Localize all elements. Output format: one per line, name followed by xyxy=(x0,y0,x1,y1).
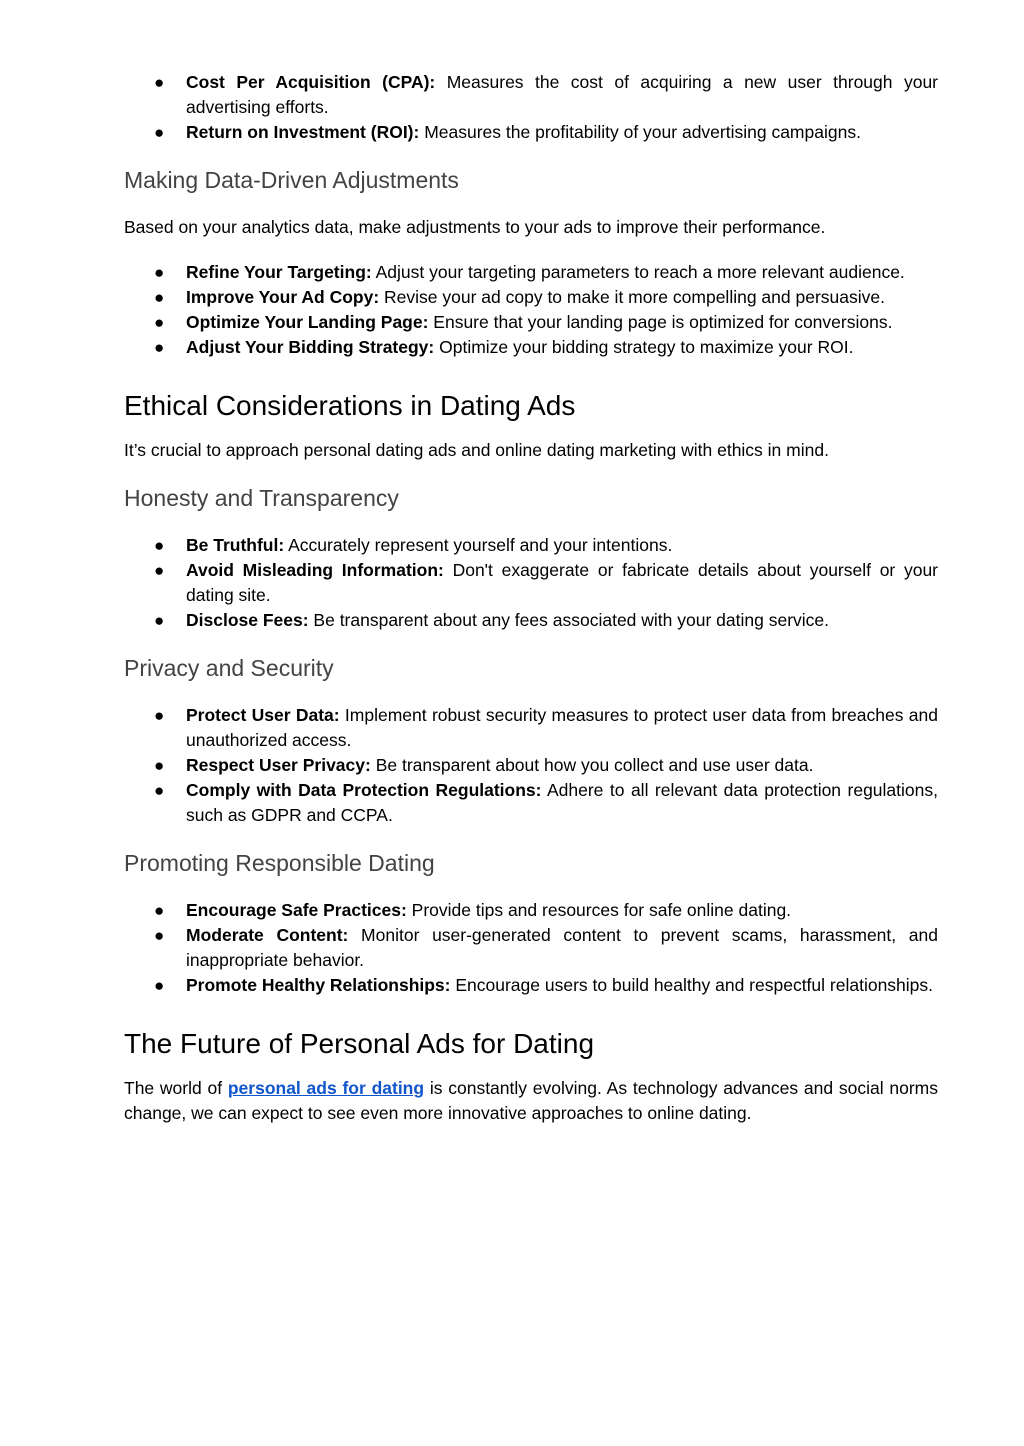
paragraph-future xyxy=(124,1076,938,1126)
subheading-privacy: Privacy and Security xyxy=(124,655,334,681)
future-text-before: The world of xyxy=(124,1078,228,1098)
future-text-after: is constantly evolving. As technology advances and social norms change, we can expect to see even more innovative approaches to online dating. xyxy=(124,1078,938,1123)
list-item-term: Refine Your Targeting: xyxy=(186,262,372,282)
bullet-icon: ● xyxy=(154,561,165,580)
list-item xyxy=(124,923,938,973)
bullet-icon: ● xyxy=(154,976,165,995)
list-item xyxy=(124,335,938,360)
bullet-icon: ● xyxy=(154,901,165,920)
bullet-icon: ● xyxy=(154,288,165,307)
list-item-text: Encourage users to build healthy and respectful relationships. xyxy=(450,975,934,995)
list-item-term: Be Truthful: xyxy=(186,535,285,555)
list-item-text: Measures the cost of acquiring a new user through your advertising efforts. xyxy=(186,72,939,117)
list-item xyxy=(124,70,938,120)
subheading-honesty: Honesty and Transparency xyxy=(124,485,399,511)
list-item xyxy=(124,310,938,335)
bullet-icon: ● xyxy=(154,338,165,357)
list-item-term: Improve Your Ad Copy: xyxy=(186,287,380,307)
list-item-term: Protect User Data: xyxy=(186,705,340,725)
list-item-term: Avoid Misleading Information: xyxy=(186,560,444,580)
list-item-text: Adhere to all relevant data protection regulations, such as GDPR and CCPA. xyxy=(186,780,938,825)
bullet-icon: ● xyxy=(154,706,165,725)
list-item xyxy=(124,973,938,998)
subheading-data-driven: Making Data-Driven Adjustments xyxy=(124,167,459,193)
bullet-icon: ● xyxy=(154,313,165,332)
list-item xyxy=(124,608,938,633)
list-item-text: Accurately represent yourself and your intentions. xyxy=(284,535,673,555)
list-item-text: Revise your ad copy to make it more compelling and persuasive. xyxy=(379,287,885,307)
bullet-icon: ● xyxy=(154,926,165,945)
list-item xyxy=(124,703,938,753)
list-item-term: Cost Per Acquisition (CPA): xyxy=(186,72,436,92)
bullet-icon: ● xyxy=(154,611,165,630)
list-item-text: Don't exaggerate or fabricate details about yourself or your dating site. xyxy=(186,560,939,605)
list-item-text: Be transparent about how you collect and use user data. xyxy=(370,755,814,775)
list-item xyxy=(124,558,938,608)
list-item-text: Measures the profitability of your advertising campaigns. xyxy=(419,122,861,142)
list-item xyxy=(124,898,938,923)
list-item-text: Monitor user-generated content to prevent scams, harassment, and inappropriate behavior. xyxy=(186,925,939,970)
bullet-icon: ● xyxy=(154,73,165,92)
list-item-term: Encourage Safe Practices: xyxy=(186,900,407,920)
list-item xyxy=(124,778,938,828)
bullet-icon: ● xyxy=(154,263,165,282)
list-item-text: Ensure that your landing page is optimized for conversions. xyxy=(428,312,893,332)
bullet-icon: ● xyxy=(154,536,165,555)
bullet-icon: ● xyxy=(154,756,165,775)
bullet-icon: ● xyxy=(154,781,165,800)
list-item-term: Disclose Fees: xyxy=(186,610,309,630)
personal-ads-link[interactable]: personal ads for dating xyxy=(227,1078,425,1098)
adjustments-list xyxy=(124,260,938,360)
honesty-list xyxy=(124,533,938,633)
section-heading-ethics: Ethical Considerations in Dating Ads xyxy=(124,390,576,421)
section-heading-future: The Future of Personal Ads for Dating xyxy=(124,1028,595,1059)
list-item xyxy=(124,533,938,558)
bullet-icon: ● xyxy=(154,123,165,142)
list-item-text: Be transparent about any fees associated with your dating service. xyxy=(308,610,829,630)
list-item xyxy=(124,260,938,285)
list-item-term: Moderate Content: xyxy=(186,925,349,945)
paragraph-ethics-intro: It’s crucial to approach personal dating ads and online dating marketing with ethics in mind. xyxy=(124,440,829,460)
list-item-term: Promote Healthy Relationships: xyxy=(186,975,451,995)
list-item-term: Comply with Data Protection Regulations: xyxy=(186,780,542,800)
list-item-term: Adjust Your Bidding Strategy: xyxy=(186,337,435,357)
privacy-list xyxy=(124,703,938,828)
list-item xyxy=(124,753,938,778)
list-item-text: Optimize your bidding strategy to maximize your ROI. xyxy=(434,337,854,357)
list-item-text: Implement robust security measures to protect user data from breaches and unauthorized access. xyxy=(186,705,938,750)
list-item xyxy=(124,120,938,145)
paragraph-data-driven-intro: Based on your analytics data, make adjustments to your ads to improve their performance. xyxy=(124,217,826,237)
metrics-list xyxy=(124,70,938,145)
list-item-text: Provide tips and resources for safe online dating. xyxy=(406,900,792,920)
list-item-term: Optimize Your Landing Page: xyxy=(186,312,429,332)
list-item-text: Adjust your targeting parameters to reach a more relevant audience. xyxy=(371,262,905,282)
list-item-term: Respect User Privacy: xyxy=(186,755,371,775)
subheading-responsible: Promoting Responsible Dating xyxy=(124,850,435,876)
document-page xyxy=(124,70,938,1126)
responsible-list xyxy=(124,898,938,998)
list-item xyxy=(124,285,938,310)
list-item-term: Return on Investment (ROI): xyxy=(186,122,420,142)
